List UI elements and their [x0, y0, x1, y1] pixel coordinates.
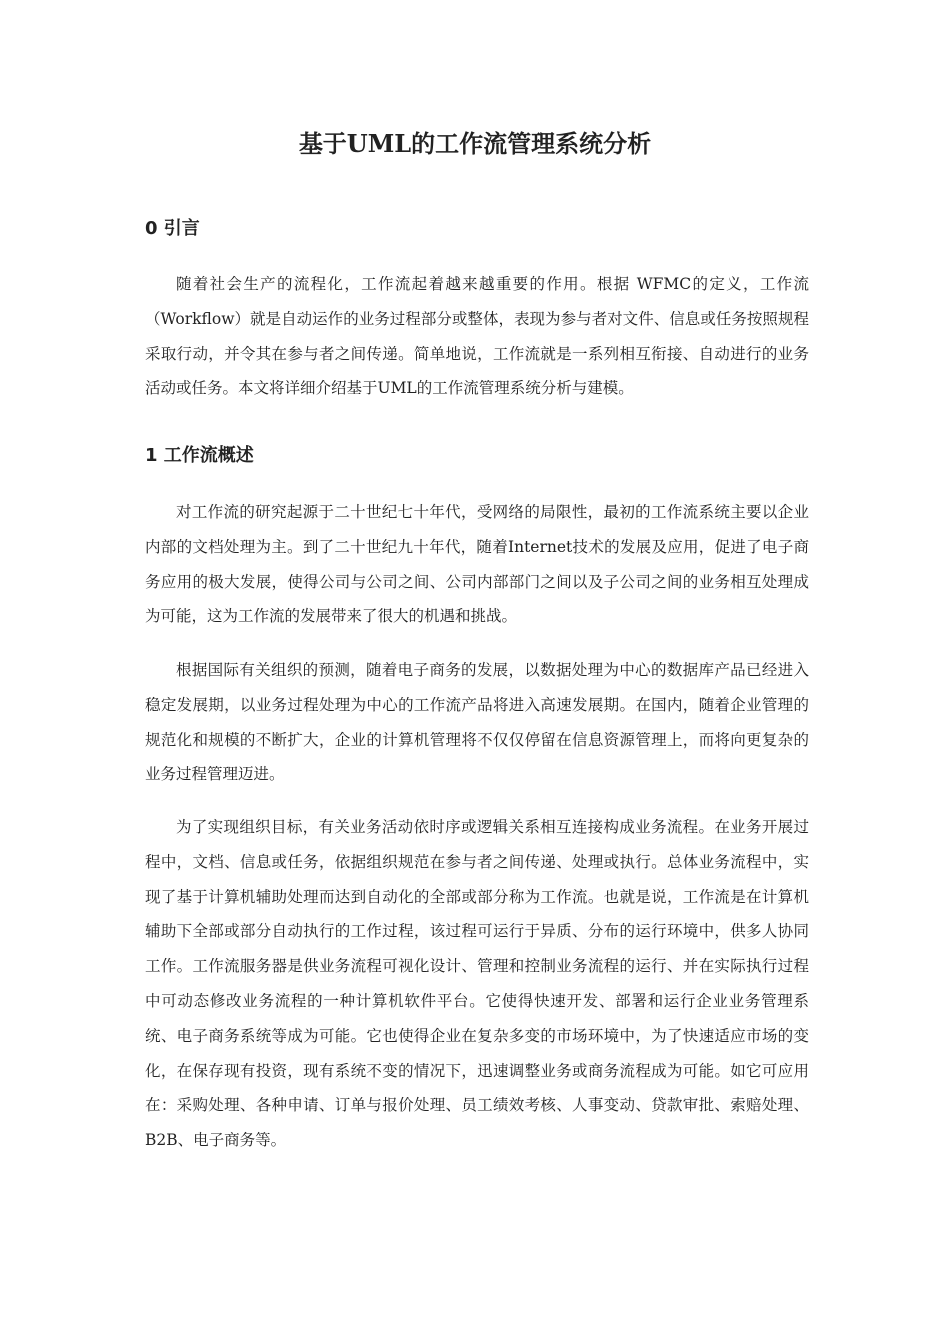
overview-paragraph-definition: 为了实现组织目标，有关业务活动依时序或逻辑关系相互连接构成业务流程。在业务开展过程中，文档、信息或任务，依据组织规范在参与者之间传递、处理或执行。总体业务流程中，实现了基于计算机辅助处理而达到自动化的全部或部分称为工作流。也就是说，工作流是在计算机辅助下全部或部分自动执行的工作过程，该过程可运行于异质、分布的运行环境中，供多人协同工作。工作流服务器是供业务流程可视化设计、管理和控制业务流程的运行、并在实际执行过程中可动态修改业务流程的一种计算机软件平台。它使得快速开发、部署和运行企业业务管理系统、电子商务系统等成为可能。它也使得企业在复杂多变的市场环境中，为了快速适应市场的变化，在保存现有投资，现有系统不变的情况下，迅速调整业务或商务流程成为可能。如它可应用在：采购处理、各种申请、订单与报价处理、员工绩效考核、人事变动、贷款审批、索赔处理、B2B、电子商务等。 — [145, 818, 809, 1150]
section-heading-introduction: 0 引言 — [145, 218, 200, 239]
introduction-paragraph: 随着社会生产的流程化，工作流起着越来越重要的作用。根据 WFMC的定义，工作流（Workflow）就是自动运作的业务过程部分或整体，表现为参与者对文件、信息或任务按照规程采取行动，并令其在参与者之间传递。简单地说，工作流就是一系列相互衔接、自动进行的业务活动或任务。本文将详细介绍基于UML的工作流管理系统分析与建模。 — [145, 275, 809, 398]
section-heading-workflow-overview: 1 工作流概述 — [145, 445, 254, 466]
document-title: 基于UML的工作流管理系统分析 — [298, 129, 652, 158]
overview-paragraph-forecast: 根据国际有关组织的预测，随着电子商务的发展，以数据处理为中心的数据库产品已经进入稳定发展期，以业务过程处理为中心的工作流产品将进入高速发展期。在国内，随着企业管理的规范化和规模的不断扩大，企业的计算机管理将不仅仅停留在信息资源管理上，而将向更复杂的业务过程管理迈进。 — [145, 661, 809, 784]
overview-paragraph-history: 对工作流的研究起源于二十世纪七十年代，受网络的局限性，最初的工作流系统主要以企业内部的文档处理为主。到了二十世纪九十年代，随着Internet技术的发展及应用，促进了电子商务应用的极大发展，使得公司与公司之间、公司内部部门之间以及子公司之间的业务相互处理成为可能，这为工作流的发展带来了很大的机遇和挑战。 — [145, 503, 809, 626]
